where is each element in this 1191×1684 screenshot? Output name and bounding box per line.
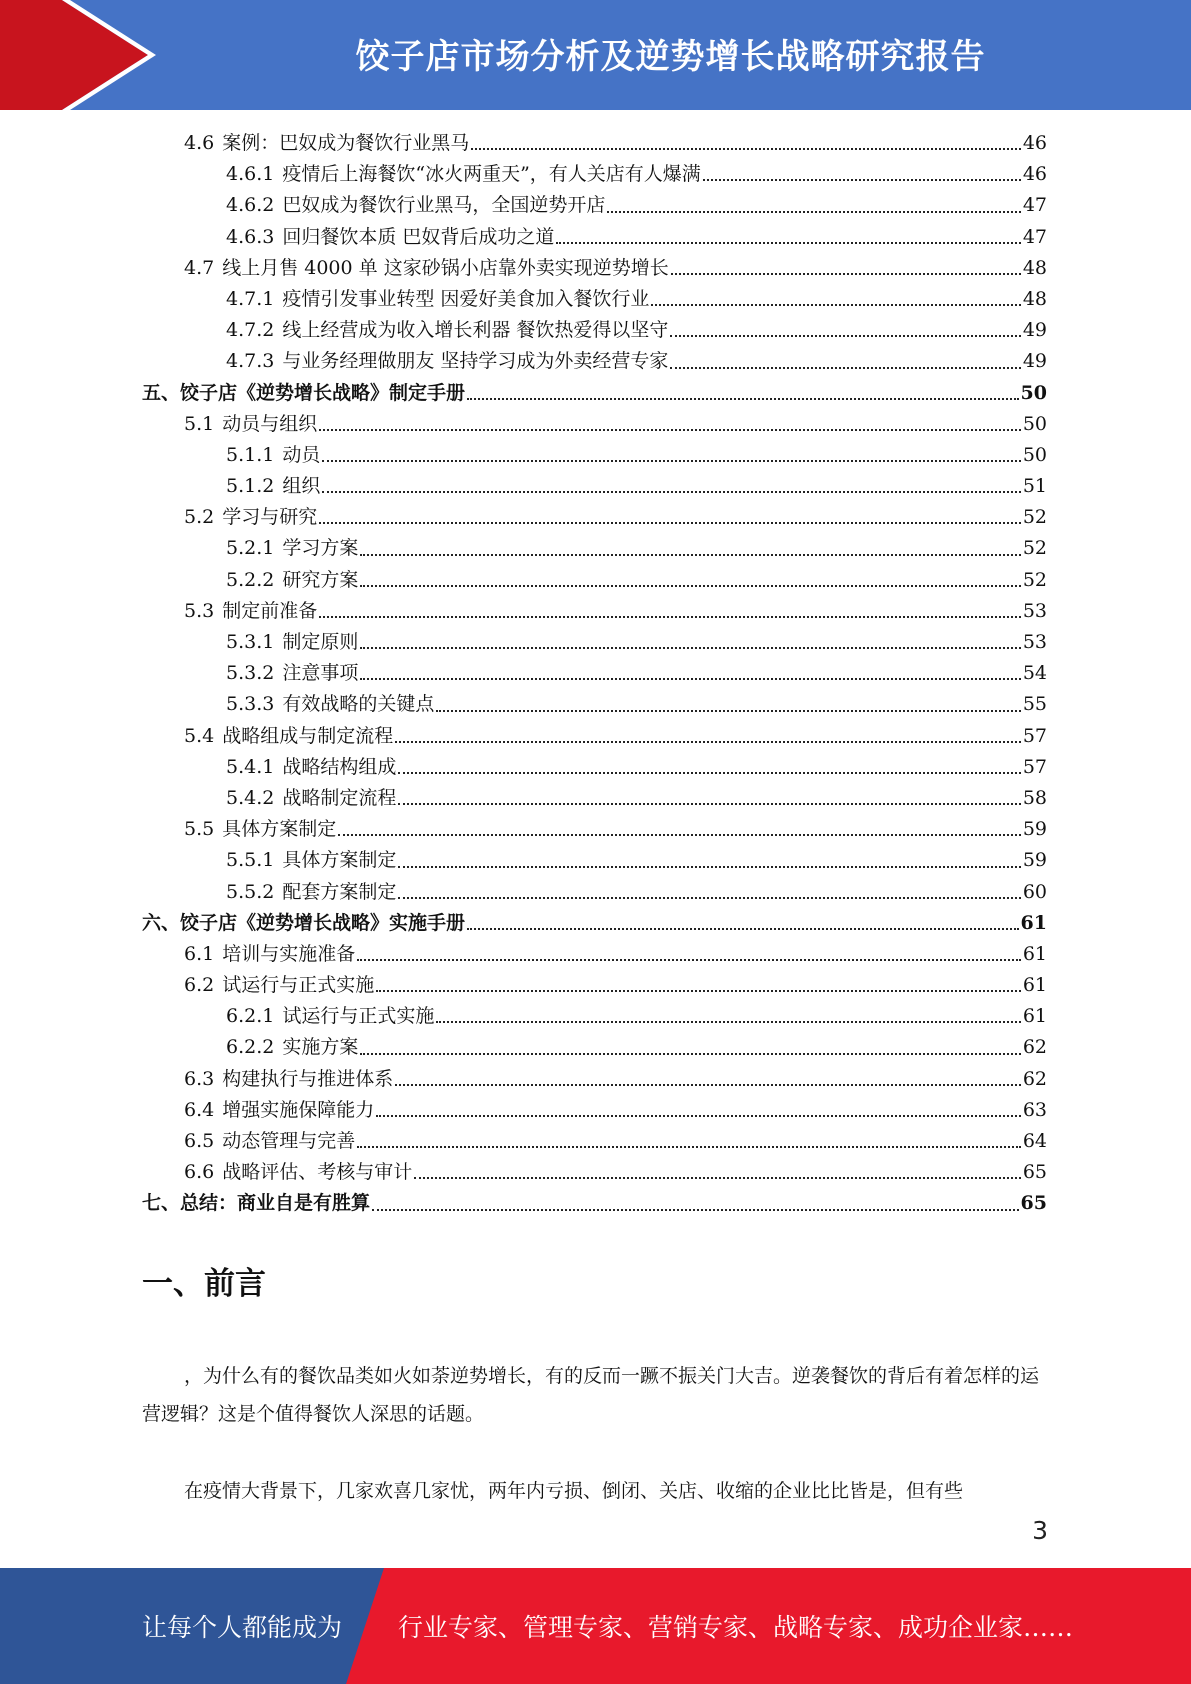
toc-entry-page: 60 bbox=[1022, 880, 1047, 903]
toc-entry[interactable] bbox=[142, 845, 1047, 876]
toc-dot-leader bbox=[703, 179, 1021, 181]
toc-entry[interactable] bbox=[142, 783, 1047, 814]
toc-dot-leader bbox=[360, 585, 1020, 587]
toc-entry-number: 6.2.2 bbox=[226, 1036, 275, 1059]
toc-entry[interactable] bbox=[142, 1064, 1047, 1095]
toc-entry-title: 有效战略的关键点 bbox=[282, 693, 435, 716]
toc-entry-page: 52 bbox=[1022, 568, 1047, 591]
toc-entry-title: 试运行与正式实施 bbox=[282, 1005, 435, 1028]
toc-entry-number: 5.3.1 bbox=[226, 631, 275, 653]
toc-entry-page: 48 bbox=[1022, 256, 1047, 279]
toc-entry-page: 48 bbox=[1022, 287, 1047, 310]
toc-entry[interactable] bbox=[142, 284, 1047, 315]
toc-entry-page: 49 bbox=[1022, 350, 1047, 373]
toc-entry[interactable] bbox=[142, 159, 1047, 190]
toc-entry-title: 疫情引发事业转型 因爱好美食加入餐饮行业 bbox=[282, 287, 650, 310]
header-title: 饺子店市场分析及逆势增长战略研究报告 bbox=[355, 36, 986, 77]
toc-entry-title: 培训与实施准备 bbox=[222, 942, 356, 965]
page-number: 3 bbox=[1032, 1516, 1048, 1545]
toc-dot-leader bbox=[395, 1084, 1021, 1086]
toc-entry[interactable] bbox=[142, 689, 1047, 720]
toc-entry[interactable] bbox=[142, 471, 1047, 502]
toc-dot-leader bbox=[372, 1209, 1019, 1211]
toc-dot-leader bbox=[398, 866, 1020, 868]
toc-entry-page: 57 bbox=[1022, 755, 1047, 778]
toc-dot-leader bbox=[398, 897, 1020, 899]
toc-entry[interactable] bbox=[142, 315, 1047, 346]
toc-entry-page: 62 bbox=[1022, 1036, 1047, 1059]
section-heading: 一、前言 bbox=[142, 1266, 266, 1302]
paragraph: ，为什么有的餐饮品类如火如荼逆势增长，有的反而一蹶不振关门大吉。逆袭餐饮的背后有着怎样的运营逻辑？这是个值得餐饮人深思的话题。 bbox=[142, 1365, 1040, 1425]
toc-entry-title: 战略评估、考核与审计 bbox=[222, 1161, 413, 1184]
toc-entry-number: 七、 bbox=[142, 1192, 181, 1215]
toc-entry-title: 制定前准备 bbox=[222, 599, 318, 622]
toc-entry-page: 61 bbox=[1022, 1005, 1047, 1028]
toc-entry-title: 制定原则 bbox=[282, 631, 359, 653]
toc-entry-number: 5.3.2 bbox=[226, 662, 275, 685]
toc-entry-title: 实施方案 bbox=[282, 1036, 359, 1059]
toc-entry[interactable] bbox=[142, 1095, 1047, 1126]
toc-dot-leader bbox=[319, 522, 1021, 524]
toc-entry-page: 61 bbox=[1022, 974, 1047, 997]
toc-entry-page: 52 bbox=[1022, 537, 1047, 560]
toc-entry-title: 研究方案 bbox=[282, 568, 359, 591]
toc-dot-leader bbox=[436, 710, 1020, 712]
toc-entry[interactable] bbox=[142, 128, 1047, 159]
toc-dot-leader bbox=[398, 772, 1020, 774]
toc-dot-leader bbox=[414, 1177, 1021, 1179]
toc-entry-title: 线上经营成为收入增长利器 餐饮热爱得以坚守 bbox=[282, 319, 669, 342]
toc-entry[interactable] bbox=[142, 346, 1047, 377]
toc-entry[interactable] bbox=[142, 222, 1047, 253]
toc-entry-number: 5.4.1 bbox=[226, 755, 275, 778]
toc-entry[interactable] bbox=[142, 253, 1047, 284]
table-of-contents bbox=[142, 128, 1047, 1220]
toc-entry-title: 战略结构组成 bbox=[282, 755, 397, 778]
toc-entry-number: 5.4 bbox=[184, 724, 215, 747]
toc-entry-number: 5.5 bbox=[184, 818, 215, 841]
toc-entry-title: 具体方案制定 bbox=[222, 818, 337, 841]
toc-entry-number: 5.2 bbox=[184, 506, 215, 529]
toc-entry-title: 注意事项 bbox=[282, 662, 359, 685]
toc-entry[interactable] bbox=[142, 190, 1047, 221]
toc-entry-title: 案例：巴奴成为餐饮行业黑马 bbox=[222, 132, 470, 154]
toc-entry-number: 5.1.1 bbox=[226, 443, 275, 466]
toc-dot-leader bbox=[670, 367, 1020, 369]
toc-dot-leader bbox=[556, 242, 1020, 244]
toc-entry-number: 6.4 bbox=[184, 1098, 215, 1121]
toc-entry-number: 5.2.2 bbox=[226, 568, 275, 591]
toc-entry-title: 构建执行与推进体系 bbox=[222, 1067, 394, 1090]
toc-dot-leader bbox=[360, 1053, 1020, 1055]
toc-entry-page: 50 bbox=[1022, 443, 1047, 466]
toc-entry-page: 64 bbox=[1022, 1130, 1047, 1152]
toc-entry-number: 6.5 bbox=[184, 1130, 215, 1152]
toc-entry-number: 5.3.3 bbox=[226, 693, 275, 716]
toc-entry-number: 6.6 bbox=[184, 1161, 215, 1184]
toc-entry-title: 疫情后上海餐饮“冰火两重天”，有人关店有人爆满 bbox=[282, 163, 701, 186]
toc-entry-number: 4.6.1 bbox=[226, 163, 275, 186]
toc-entry[interactable] bbox=[142, 939, 1047, 970]
toc-dot-leader bbox=[376, 1115, 1021, 1117]
toc-entry-page: 65 bbox=[1020, 1192, 1047, 1215]
toc-entry-title: 总结：商业自是有胜算 bbox=[180, 1192, 371, 1215]
toc-entry-page: 65 bbox=[1022, 1161, 1047, 1184]
toc-entry-number: 4.7 bbox=[184, 256, 215, 279]
toc-entry-title: 战略组成与制定流程 bbox=[222, 724, 394, 747]
toc-entry-number: 6.3 bbox=[184, 1067, 215, 1090]
toc-entry[interactable] bbox=[142, 1157, 1047, 1188]
toc-entry[interactable] bbox=[142, 533, 1047, 564]
toc-entry[interactable] bbox=[142, 658, 1047, 689]
toc-entry-title: 具体方案制定 bbox=[282, 849, 397, 872]
toc-entry-page: 57 bbox=[1022, 724, 1047, 747]
toc-entry[interactable] bbox=[142, 565, 1047, 596]
toc-entry-title: 巴奴成为餐饮行业黑马，全国逆势开店 bbox=[282, 194, 606, 217]
toc-entry-page: 63 bbox=[1022, 1098, 1047, 1121]
toc-entry[interactable] bbox=[142, 814, 1047, 845]
toc-entry-page: 59 bbox=[1022, 849, 1047, 872]
toc-dot-leader bbox=[670, 335, 1020, 337]
toc-entry-page: 58 bbox=[1022, 786, 1047, 809]
toc-entry[interactable] bbox=[142, 908, 1047, 939]
toc-entry-page: 53 bbox=[1022, 599, 1047, 622]
toc-entry-title: 动态管理与完善 bbox=[222, 1130, 356, 1152]
toc-entry-title: 战略制定流程 bbox=[282, 786, 397, 809]
toc-entry[interactable] bbox=[142, 502, 1047, 533]
toc-entry-page: 54 bbox=[1022, 662, 1047, 685]
toc-dot-leader bbox=[467, 928, 1019, 930]
toc-entry[interactable] bbox=[142, 877, 1047, 908]
toc-entry[interactable] bbox=[142, 970, 1047, 1001]
toc-dot-leader bbox=[360, 647, 1020, 649]
toc-entry-number: 6.2 bbox=[184, 974, 215, 997]
toc-entry-number: 4.6.3 bbox=[226, 225, 275, 248]
toc-entry-number: 6.1 bbox=[184, 942, 215, 965]
toc-entry-page: 52 bbox=[1022, 506, 1047, 529]
toc-entry-title: 回归餐饮本质 巴奴背后成功之道 bbox=[282, 225, 555, 248]
toc-entry-page: 47 bbox=[1022, 225, 1047, 248]
paragraph: 在疫情大背景下，几家欢喜几家忧，两年内亏损、倒闭、关店、收缩的企业比比皆是，但有些 bbox=[184, 1480, 964, 1502]
toc-entry-title: 试运行与正式实施 bbox=[222, 974, 375, 997]
toc-entry[interactable] bbox=[142, 409, 1047, 440]
toc-dot-leader bbox=[357, 959, 1021, 961]
toc-entry-title: 配套方案制定 bbox=[282, 880, 397, 903]
toc-entry-title: 增强实施保障能力 bbox=[222, 1098, 375, 1121]
toc-entry-number: 5.5.2 bbox=[226, 880, 275, 903]
toc-dot-leader bbox=[319, 616, 1021, 618]
toc-entry[interactable] bbox=[142, 1001, 1047, 1032]
toc-entry-page: 55 bbox=[1022, 693, 1047, 716]
toc-entry-page: 50 bbox=[1022, 412, 1047, 435]
footer-slogan-left: 让每个人都能成为 bbox=[142, 1613, 343, 1642]
toc-dot-leader bbox=[357, 1146, 1021, 1148]
toc-entry-number: 五、 bbox=[142, 381, 181, 404]
toc-entry-page: 51 bbox=[1022, 475, 1047, 498]
toc-entry-number: 5.4.2 bbox=[226, 786, 275, 809]
toc-entry-number: 5.2.1 bbox=[226, 537, 275, 560]
toc-entry-number: 4.6.2 bbox=[226, 194, 275, 217]
toc-dot-leader bbox=[395, 741, 1021, 743]
header-banner bbox=[0, 0, 1191, 110]
toc-entry-title: 饺子店《逆势增长战略》实施手册 bbox=[180, 911, 466, 934]
toc-dot-leader bbox=[651, 304, 1020, 306]
toc-dot-leader bbox=[671, 273, 1021, 275]
toc-entry[interactable] bbox=[142, 596, 1047, 627]
toc-entry[interactable] bbox=[142, 1032, 1047, 1063]
toc-entry-page: 47 bbox=[1022, 194, 1047, 217]
toc-entry[interactable] bbox=[142, 440, 1047, 471]
toc-entry-page: 46 bbox=[1022, 132, 1047, 154]
toc-entry-page: 46 bbox=[1022, 163, 1047, 186]
toc-dot-leader bbox=[360, 678, 1020, 680]
toc-entry[interactable] bbox=[142, 721, 1047, 752]
toc-entry-page: 61 bbox=[1020, 911, 1047, 934]
toc-entry-page: 62 bbox=[1022, 1067, 1047, 1090]
toc-dot-leader bbox=[398, 803, 1020, 805]
toc-entry-page: 61 bbox=[1022, 942, 1047, 965]
toc-entry-number: 6.2.1 bbox=[226, 1005, 275, 1028]
toc-dot-leader bbox=[338, 834, 1021, 836]
toc-entry-page: 50 bbox=[1020, 381, 1047, 404]
toc-entry-number: 4.6 bbox=[184, 132, 215, 154]
toc-entry-number: 5.5.1 bbox=[226, 849, 275, 872]
footer-slogan-right: 行业专家、管理专家、营销专家、战略专家、成功企业家…… bbox=[398, 1613, 1074, 1642]
toc-entry-title: 线上月售 4000 单 这家砂锅小店靠外卖实现逆势增长 bbox=[222, 256, 669, 279]
toc-dot-leader bbox=[322, 491, 1020, 493]
toc-entry[interactable] bbox=[142, 1188, 1047, 1219]
toc-entry-page: 59 bbox=[1022, 818, 1047, 841]
toc-entry-number: 4.7.1 bbox=[226, 287, 275, 310]
toc-dot-leader bbox=[376, 990, 1021, 992]
toc-dot-leader bbox=[471, 148, 1021, 150]
footer-banner bbox=[0, 1568, 1191, 1684]
toc-entry[interactable] bbox=[142, 627, 1047, 658]
toc-entry[interactable] bbox=[142, 378, 1047, 409]
toc-entry-title: 动员与组织 bbox=[222, 412, 318, 435]
toc-entry-title: 组织 bbox=[282, 475, 321, 498]
toc-entry-number: 5.1.2 bbox=[226, 475, 275, 498]
toc-entry-page: 49 bbox=[1022, 319, 1047, 342]
toc-entry-page: 53 bbox=[1022, 631, 1047, 653]
toc-entry-title: 学习方案 bbox=[282, 537, 359, 560]
toc-dot-leader bbox=[360, 554, 1020, 556]
toc-entry-title: 动员 bbox=[282, 443, 321, 466]
toc-entry[interactable] bbox=[142, 1126, 1047, 1157]
toc-dot-leader bbox=[322, 460, 1020, 462]
toc-entry-title: 与业务经理做朋友 坚持学习成为外卖经营专家 bbox=[282, 350, 669, 373]
toc-dot-leader bbox=[319, 429, 1021, 431]
toc-entry-number: 5.1 bbox=[184, 412, 215, 435]
toc-entry-number: 4.7.2 bbox=[226, 319, 275, 342]
toc-entry-number: 六、 bbox=[142, 911, 181, 934]
toc-entry[interactable] bbox=[142, 752, 1047, 783]
toc-dot-leader bbox=[436, 1021, 1020, 1023]
toc-entry-number: 5.3 bbox=[184, 599, 215, 622]
toc-dot-leader bbox=[607, 211, 1020, 213]
toc-dot-leader bbox=[467, 398, 1019, 400]
toc-entry-title: 学习与研究 bbox=[222, 506, 318, 529]
toc-entry-title: 饺子店《逆势增长战略》制定手册 bbox=[180, 381, 466, 404]
toc-entry-number: 4.7.3 bbox=[226, 350, 275, 373]
